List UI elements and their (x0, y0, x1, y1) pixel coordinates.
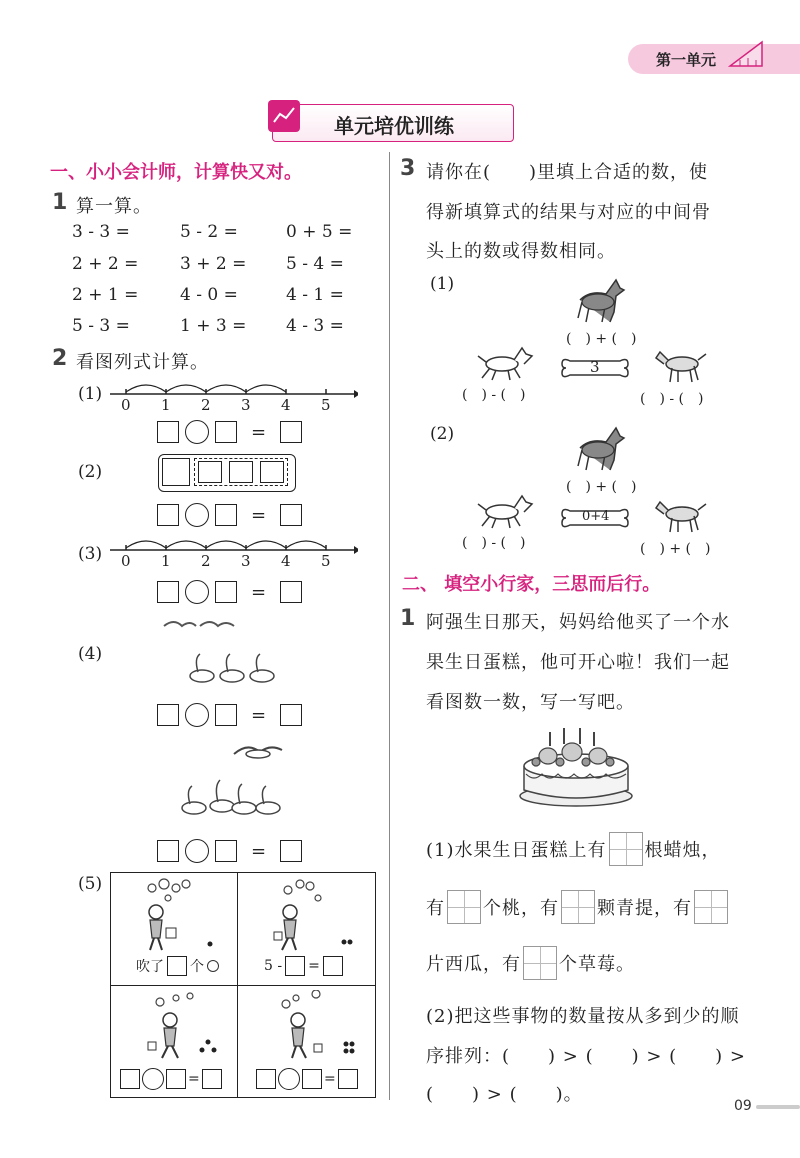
q3-p1-right-expr: ( ) - ( ) (640, 391, 704, 407)
child-blowing-bubbles-image (266, 990, 366, 1060)
calc-cell: 3 + 2 = (180, 254, 247, 274)
calc-cell: 1 + 3 = (180, 316, 247, 336)
answer-box[interactable] (215, 504, 237, 526)
part5-label: (5) (78, 874, 103, 894)
calc-cell: 4 - 1 = (286, 285, 344, 305)
q3-part2-label: (2) (430, 424, 455, 444)
answer-box[interactable] (280, 581, 302, 603)
operator-circle[interactable] (278, 1068, 300, 1090)
answer-grid-box[interactable] (561, 890, 595, 924)
calc-cell: 2 + 2 = (72, 254, 139, 274)
equation-row (157, 580, 302, 604)
tick-label: 5 (321, 552, 331, 570)
cell1-text (136, 956, 219, 976)
tick-label: 4 (281, 396, 291, 414)
bone-2 (560, 505, 630, 531)
column-divider (389, 152, 390, 1100)
bone-value: 0+4 (582, 509, 610, 524)
ruler-icon (728, 38, 764, 68)
sentence-text: 个桃，有 (483, 898, 559, 919)
answer-box[interactable] (157, 421, 179, 443)
q3-part1-label: (1) (430, 274, 455, 294)
q2-number: 2 (52, 346, 68, 371)
answer-box[interactable] (157, 704, 179, 726)
answer-grid-box[interactable] (609, 832, 643, 866)
operator-circle[interactable] (185, 703, 209, 727)
dog-top-image (572, 272, 632, 324)
chart-icon (268, 100, 300, 132)
answer-box[interactable] (215, 704, 237, 726)
s2-q1-line: 看图数一数，写一写吧。 (426, 692, 635, 713)
answer-box[interactable] (302, 1069, 322, 1089)
q3-line: 得新填算式的结果与对应的中间骨 (426, 202, 711, 223)
ticks-1 (108, 396, 358, 416)
cell2-prefix: 5 - (264, 958, 283, 974)
q3-p2-right-expr: ( ) + ( ) (640, 541, 711, 557)
sentence-text: 有 (426, 898, 445, 919)
equation-row (157, 503, 302, 527)
section2-heading: 二、 填空小行家，三思而后行。 (402, 574, 661, 595)
cake-sentence-3 (426, 946, 635, 980)
birthday-cake-image (514, 716, 638, 810)
answer-box[interactable] (215, 840, 237, 862)
dog-left-image (476, 490, 540, 530)
calc-cell: 5 - 4 = (286, 254, 344, 274)
goose-flying-image (230, 736, 286, 766)
calc-cell: 4 - 0 = (180, 285, 238, 305)
order-line-1: (2)把这些事物的数量按从多到少的顺 (426, 1006, 740, 1027)
section1-heading: 一、小小会计师，计算快又对。 (50, 162, 302, 183)
tick-label: 2 (201, 552, 211, 570)
q1-number: 1 (52, 190, 68, 215)
child-blowing-bubbles-image (264, 878, 364, 952)
tick-label: 1 (161, 396, 171, 414)
answer-box[interactable] (280, 504, 302, 526)
s2-q1-number: 1 (400, 606, 416, 631)
answer-box[interactable] (167, 956, 187, 976)
calc-cell: 3 - 3 = (72, 222, 130, 242)
operator-circle[interactable] (185, 839, 209, 863)
cell4-equation (256, 1068, 358, 1090)
q2-title: 看图列式计算。 (76, 352, 209, 373)
tick-label: 0 (121, 396, 131, 414)
calc-cell: 5 - 2 = (180, 222, 238, 242)
answer-box[interactable] (280, 840, 302, 862)
page-title: 单元培优训练 (334, 114, 454, 138)
cell3-equation (120, 1068, 222, 1090)
part2-label: (2) (78, 462, 103, 482)
order-line-2: 序排列：( ) > ( ) > ( ) > (426, 1046, 746, 1067)
equation-row (157, 703, 302, 727)
tick-label: 3 (241, 552, 251, 570)
geese-group-image (176, 772, 286, 822)
operator-circle[interactable] (185, 420, 209, 444)
q3-line: 请你在( )里填上合适的数，使 (426, 162, 709, 183)
bone-value: 3 (590, 358, 600, 376)
equals-sign: = (251, 421, 267, 443)
q3-p2-left-expr: ( ) - ( ) (462, 535, 526, 551)
part1-label: (1) (78, 384, 103, 404)
dog-right-image (652, 342, 712, 386)
tick-label: 4 (281, 552, 291, 570)
equals-sign: = (324, 1071, 336, 1087)
calc-cell: 0 + 5 = (286, 222, 353, 242)
sentence-text: 颗青提，有 (597, 898, 692, 919)
answer-box[interactable] (215, 581, 237, 603)
answer-box[interactable] (157, 581, 179, 603)
q3-p1-left-expr: ( ) - ( ) (462, 387, 526, 403)
dog-left-image (476, 342, 540, 382)
squares-inner (162, 458, 288, 486)
cell1-prefix: 吹了 (136, 959, 164, 975)
order-line-3: ( ) > ( )。 (426, 1084, 583, 1105)
answer-box[interactable] (157, 504, 179, 526)
bubble-icon (207, 960, 219, 972)
equals-sign: = (251, 581, 267, 603)
q3-p1-top-expr: ( ) + ( ) (566, 331, 637, 347)
equals-sign: = (251, 704, 267, 726)
part4-label: (4) (78, 644, 103, 664)
s2-q1-line: 果生日蛋糕，他可开心啦！我们一起 (426, 652, 730, 673)
swimming-geese-image (184, 646, 284, 686)
equals-sign: = (188, 1071, 200, 1087)
dog-right-image (652, 492, 712, 536)
dog-top-image (572, 420, 632, 472)
operator-circle[interactable] (185, 580, 209, 604)
answer-box[interactable] (323, 956, 343, 976)
cake-sentence-1 (426, 832, 721, 866)
q3-p2-top-expr: ( ) + ( ) (566, 479, 637, 495)
equation-row (157, 420, 302, 444)
part3-label: (3) (78, 544, 103, 564)
unit-label: 第一单元 (656, 51, 717, 69)
sentence-text: 片西瓜，有 (426, 954, 521, 975)
equation-row (157, 839, 302, 863)
calc-cell: 2 + 1 = (72, 285, 139, 305)
equals-sign: = (308, 958, 320, 974)
page-number: 09 (734, 1098, 752, 1114)
ticks-3 (108, 552, 358, 572)
tick-label: 2 (201, 396, 211, 414)
calc-cell: 5 - 3 = (72, 316, 130, 336)
s2-q1-line: 阿强生日那天，妈妈给他买了一个水 (426, 612, 730, 633)
tick-label: 1 (161, 552, 171, 570)
q3-line: 头上的数或得数相同。 (426, 241, 616, 262)
calc-cell: 4 - 3 = (286, 316, 344, 336)
operator-circle[interactable] (142, 1068, 164, 1090)
child-blowing-bubbles-image (138, 878, 228, 952)
answer-grid-box[interactable] (523, 946, 557, 980)
tick-label: 0 (121, 552, 131, 570)
q3-number: 3 (400, 156, 416, 181)
equals-sign: = (251, 504, 267, 526)
answer-box[interactable] (157, 840, 179, 862)
child-blowing-bubbles-image (140, 990, 230, 1060)
cell2-text (264, 956, 343, 976)
tick-label: 3 (241, 396, 251, 414)
q1-title: 算一算。 (76, 196, 152, 217)
operator-circle[interactable] (185, 503, 209, 527)
cake-sentence-2 (426, 890, 730, 924)
equals-sign: = (251, 840, 267, 862)
answer-box[interactable] (280, 421, 302, 443)
tick-label: 5 (321, 396, 331, 414)
answer-box[interactable] (280, 704, 302, 726)
answer-box[interactable] (256, 1069, 276, 1089)
cell1-suffix: 个 (190, 959, 204, 975)
answer-box[interactable] (285, 956, 305, 976)
answer-box[interactable] (120, 1069, 140, 1089)
answer-grid-box[interactable] (447, 890, 481, 924)
answer-box[interactable] (202, 1069, 222, 1089)
flying-geese-image (160, 614, 240, 638)
answer-grid-box[interactable] (694, 890, 728, 924)
sentence-text: 个草莓。 (559, 954, 635, 975)
sentence-text: (1)水果生日蛋糕上有 (426, 840, 607, 861)
sentence-text: 根蜡烛， (644, 840, 721, 861)
page-number-bar (756, 1105, 800, 1109)
bone-1 (560, 355, 630, 381)
answer-box[interactable] (215, 421, 237, 443)
answer-box[interactable] (338, 1069, 358, 1089)
answer-box[interactable] (166, 1069, 186, 1089)
